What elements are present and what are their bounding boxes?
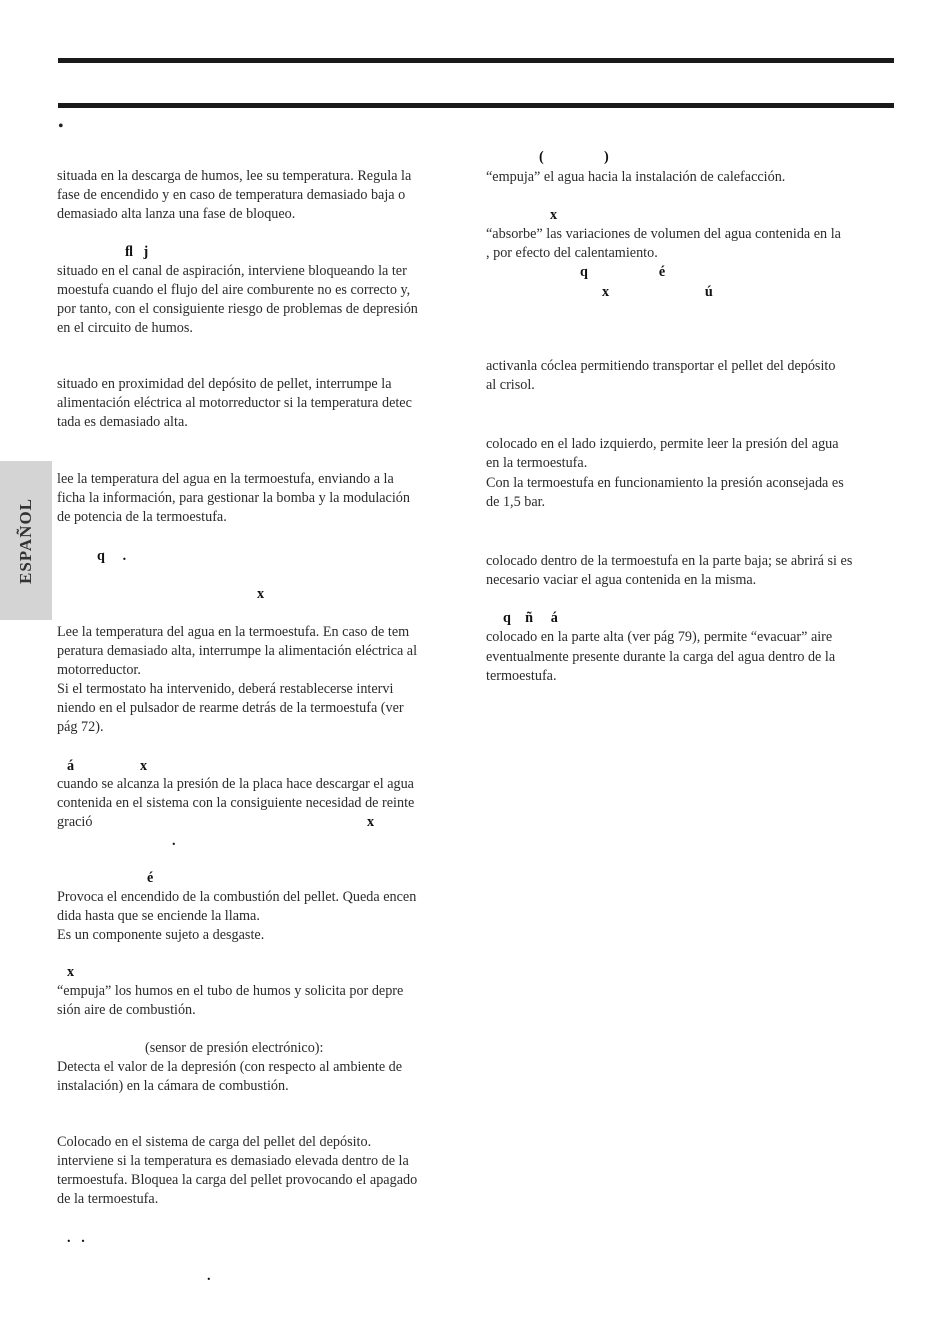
header-rule-top (58, 58, 894, 63)
text-line: en la termoestufa. (486, 455, 588, 471)
text-line: ficha la información, para gestionar la bomba y la modulación (57, 490, 410, 506)
text-line: motorreductor. (57, 662, 141, 678)
text-line: de potencia de la termoestufa. (57, 509, 227, 525)
text-line: peratura demasiado alta, interrumpe la alimentación eléctrica al (57, 643, 418, 659)
text-line: en el circuito de humos. (57, 320, 193, 336)
text-line: q é (580, 264, 666, 280)
section-bullet: • (58, 118, 64, 135)
text-line: al crisol. (486, 377, 535, 393)
text-line: termoestufa. (486, 668, 557, 684)
text-line: de la termoestufa. (57, 1191, 159, 1207)
text-line: interviene si la temperatura es demasiado elevada dentro de la (57, 1153, 409, 1169)
text-line: instalación) en la cámara de combustión. (57, 1078, 289, 1094)
text-line: sión aire de combustión. (57, 1002, 196, 1018)
text-line: niendo en el pulsador de rearme detrás de la termoestufa (ver (57, 700, 404, 716)
language-tab (0, 461, 52, 620)
text-line: dida hasta que se enciende la llama. (57, 908, 260, 924)
text-line: lee la temperatura del agua en la termoestufa, enviando a la (57, 471, 394, 487)
text-line: Provoca el encendido de la combustión del pellet. Queda encen (57, 889, 417, 905)
text-line: q ñ á (503, 610, 558, 626)
text-line: x ú (602, 284, 713, 300)
text-line: colocado en la parte alta (ver pág 79), permite “evacuar” aire (486, 629, 833, 645)
text-line: colocado dentro de la termoestufa en la parte baja; se abrirá si es (486, 553, 853, 569)
text-line: situado en proximidad del depósito de pellet, interrumpe la (57, 376, 392, 392)
text-line: demasiado alta lanza una fase de bloqueo. (57, 206, 296, 222)
text-line: cuando se alcanza la presión de la placa hace descargar el agua (57, 776, 414, 792)
text-line: contenida en el sistema con la consiguiente necesidad de reinte (57, 795, 415, 811)
text-line: . (207, 1268, 211, 1284)
text-line: x (67, 964, 75, 980)
text-line: eventualmente presente durante la carga del agua dentro de la (486, 649, 836, 665)
text-line: moestufa cuando el flujo del aire comburente no es correcto y, (57, 282, 411, 298)
text-line: termoestufa. Bloquea la carga del pellet provocando el apagado (57, 1172, 418, 1188)
text-line: alimentación eléctrica al motorreductor si la temperatura detec (57, 395, 412, 411)
text-line: “absorbe” las variaciones de volumen del agua contenida en la (486, 226, 841, 242)
text-line: . (172, 833, 176, 849)
text-line: é (147, 870, 154, 886)
header-rule-bottom (58, 103, 894, 108)
text-line: gració (57, 814, 93, 830)
text-line: de 1,5 bar. (486, 494, 546, 510)
text-line: tada es demasiado alta. (57, 414, 188, 430)
text-line: x (550, 207, 558, 223)
text-line: x (140, 758, 148, 774)
text-line: por tanto, con el consiguiente riesgo de problemas de depresión (57, 301, 418, 317)
text-line: Lee la temperatura del agua en la termoestufa. En caso de tem (57, 624, 410, 640)
text-line: Colocado en el sistema de carga del pellet del depósito. (57, 1134, 372, 1150)
language-tab-label: ESPAÑOL (16, 497, 35, 584)
text-line: x (367, 814, 375, 830)
text-line: necesario vaciar el agua contenida en la misma. (486, 572, 757, 588)
text-line: “empuja” los humos en el tubo de humos y solicita por depre (57, 983, 404, 999)
text-line: situada en la descarga de humos, lee su temperatura. Regula la (57, 168, 412, 184)
text-line: x (257, 586, 265, 602)
text-line: pág 72). (57, 719, 104, 735)
text-line: q . (97, 548, 127, 564)
text-line: situado en el canal de aspiración, interviene bloqueando la ter (57, 263, 407, 279)
text-line: ﬂ j (125, 244, 149, 260)
text-line: “empuja” el agua hacia la instalación de calefacción. (486, 169, 786, 185)
text-line: Con la termoestufa en funcionamiento la presión aconsejada es (486, 475, 844, 491)
text-line: colocado en el lado izquierdo, permite leer la presión del agua (486, 436, 839, 452)
text-line: Es un componente sujeto a desgaste. (57, 927, 265, 943)
text-line: Si el termostato ha intervenido, deberá restablecerse intervi (57, 681, 394, 697)
text-line: (sensor de presión electrónico): (145, 1040, 324, 1056)
text-line: , por efecto del calentamiento. (486, 245, 658, 261)
text-line: fase de encendido y en caso de temperatura demasiado baja o (57, 187, 406, 203)
text-line: activanla cóclea permitiendo transportar el pellet del depósito (486, 358, 836, 374)
text-line: . . (67, 1230, 85, 1246)
text-line: á (67, 758, 75, 774)
text-line: Detecta el valor de la depresión (con respecto al ambiente de (57, 1059, 403, 1075)
text-line: ( ) (539, 149, 609, 165)
